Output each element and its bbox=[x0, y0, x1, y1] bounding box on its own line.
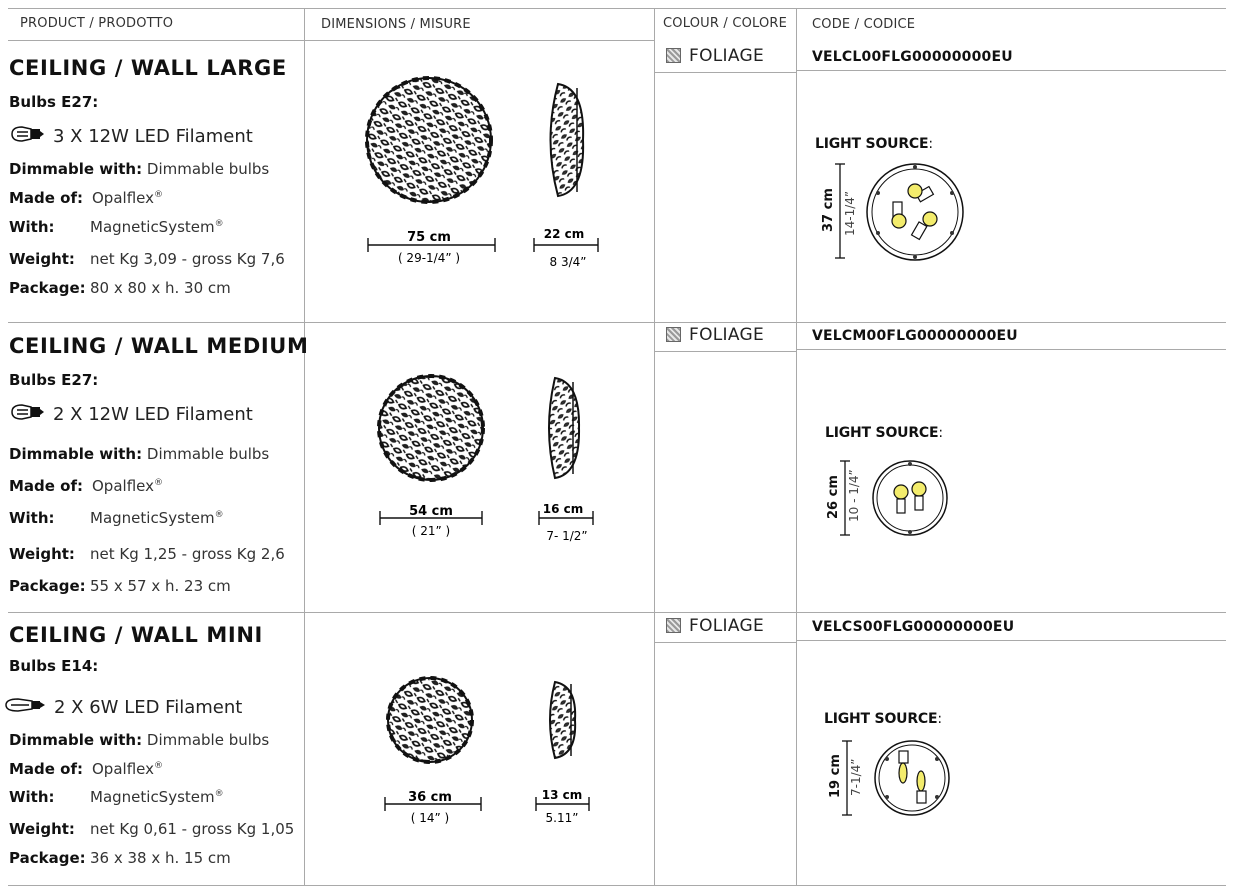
made-value: Opalflex bbox=[92, 477, 154, 495]
depth-cm-mini: 13 cm bbox=[541, 788, 583, 802]
weight-value: net Kg 3,09 - gross Kg 7,6 bbox=[90, 250, 285, 268]
package-medium bbox=[9, 577, 231, 595]
colour-rule-3 bbox=[655, 642, 796, 643]
ls-cm-mini: 19 cm bbox=[828, 754, 843, 798]
depth-in-mini: 5.11” bbox=[545, 811, 579, 825]
code-medium: VELCM00FLG00000000EU bbox=[812, 328, 1018, 344]
light-source-plate-icon bbox=[873, 461, 947, 535]
package-label: Package: bbox=[9, 849, 86, 867]
with-medium bbox=[9, 509, 224, 527]
product-title-mini: CEILING / WALL MINI bbox=[9, 623, 263, 647]
bulb-value-large: 3 X 12W LED Filament bbox=[53, 125, 253, 147]
lamp-side-view-icon bbox=[549, 378, 579, 478]
registered-mark: ® bbox=[214, 789, 224, 799]
dimension-drawing-large bbox=[305, 70, 654, 275]
dimmable-large bbox=[9, 160, 269, 178]
dimmable-medium bbox=[9, 445, 269, 463]
bulb-value-medium: 2 X 12W LED Filament bbox=[53, 403, 253, 425]
ls-cm-medium: 26 cm bbox=[826, 475, 841, 519]
package-mini bbox=[9, 849, 231, 867]
made-value: Opalflex bbox=[92, 760, 154, 778]
width-cm-large: 75 cm bbox=[407, 230, 451, 245]
lamp-front-view-icon bbox=[388, 678, 472, 762]
lamp-front-view-icon bbox=[379, 376, 483, 480]
colour-mini: FOLIAGE bbox=[689, 616, 764, 636]
registered-mark: ® bbox=[153, 761, 163, 771]
col-divider-2 bbox=[654, 8, 655, 886]
code-rule-3 bbox=[796, 640, 1226, 641]
foliage-swatch-icon bbox=[666, 618, 681, 633]
weight-label: Weight: bbox=[9, 545, 75, 563]
registered-mark: ® bbox=[214, 219, 224, 229]
weight-value: net Kg 0,61 - gross Kg 1,05 bbox=[90, 820, 295, 838]
dimension-drawing-medium bbox=[305, 372, 654, 547]
ls-in-large: 14-1/4” bbox=[843, 190, 857, 236]
weight-value: net Kg 1,25 - gross Kg 2,6 bbox=[90, 545, 285, 563]
foliage-swatch-icon bbox=[666, 327, 681, 342]
header-rule bbox=[8, 40, 655, 41]
made-value: Opalflex bbox=[92, 189, 154, 207]
weight-label: Weight: bbox=[9, 250, 75, 268]
dimmable-mini bbox=[9, 731, 269, 749]
code-rule-2 bbox=[796, 349, 1226, 350]
with-large bbox=[9, 218, 224, 236]
colour-medium: FOLIAGE bbox=[689, 325, 764, 345]
dimmable-value: Dimmable bulbs bbox=[146, 445, 270, 463]
weight-medium bbox=[9, 545, 285, 563]
width-cm-medium: 54 cm bbox=[409, 504, 453, 519]
header-product: PRODUCT / PRODOTTO bbox=[20, 16, 174, 31]
package-large bbox=[9, 279, 231, 297]
code-mini: VELCS00FLG00000000EU bbox=[812, 619, 1015, 635]
registered-mark: ® bbox=[214, 510, 224, 520]
with-mini bbox=[9, 788, 224, 806]
weight-large bbox=[9, 250, 285, 268]
lamp-side-view-icon bbox=[551, 84, 584, 196]
led-bulb-e14-icon bbox=[4, 696, 48, 718]
depth-cm-large: 22 cm bbox=[543, 227, 585, 241]
width-in-large: ( 29-1/4” ) bbox=[397, 251, 461, 265]
with-label: With: bbox=[9, 788, 55, 806]
made-of-mini bbox=[9, 760, 163, 778]
header-dimensions: DIMENSIONS / MISURE bbox=[321, 17, 471, 32]
registered-mark: ® bbox=[153, 478, 163, 488]
weight-mini bbox=[9, 820, 295, 838]
ls-cm-large: 37 cm bbox=[821, 188, 836, 232]
light-source-label-large: LIGHT SOURCE: bbox=[815, 136, 933, 152]
lamp-front-view-icon bbox=[367, 78, 491, 202]
dimmable-label: Dimmable with: bbox=[9, 445, 143, 463]
package-value: 55 x 57 x h. 23 cm bbox=[90, 577, 231, 595]
light-source-label-medium: LIGHT SOURCE: bbox=[825, 425, 943, 441]
led-bulb-e27-icon bbox=[9, 402, 47, 426]
light-source-diagram-medium bbox=[815, 455, 965, 540]
top-rule bbox=[8, 8, 1226, 9]
with-value: MagneticSystem bbox=[90, 509, 215, 527]
package-value: 80 x 80 x h. 30 cm bbox=[90, 279, 231, 297]
dimmable-value: Dimmable bulbs bbox=[146, 731, 270, 749]
bulb-value-mini: 2 X 6W LED Filament bbox=[54, 696, 243, 718]
colour-rule-2 bbox=[655, 351, 796, 352]
light-source-label-mini: LIGHT SOURCE: bbox=[824, 711, 942, 727]
made-label: Made of: bbox=[9, 760, 84, 778]
dimmable-label: Dimmable with: bbox=[9, 160, 143, 178]
row-rule-1 bbox=[8, 322, 1226, 323]
ls-in-medium: 10 - 1/4” bbox=[847, 469, 861, 522]
light-source-plate-icon bbox=[875, 741, 949, 815]
made-of-large bbox=[9, 189, 163, 207]
bulbs-label-medium: Bulbs E27: bbox=[9, 371, 99, 389]
package-label: Package: bbox=[9, 279, 86, 297]
width-in-mini: ( 14” ) bbox=[410, 811, 450, 825]
with-label: With: bbox=[9, 509, 55, 527]
led-bulb-e27-icon bbox=[9, 124, 47, 148]
header-code: CODE / CODICE bbox=[812, 17, 916, 32]
depth-in-medium: 7- 1/2” bbox=[546, 529, 588, 543]
lamp-side-view-icon bbox=[550, 682, 575, 758]
registered-mark: ® bbox=[153, 190, 163, 200]
dimmable-value: Dimmable bulbs bbox=[146, 160, 270, 178]
code-rule-1 bbox=[796, 70, 1226, 71]
depth-cm-medium: 16 cm bbox=[542, 502, 584, 516]
package-value: 36 x 38 x h. 15 cm bbox=[90, 849, 231, 867]
colour-rule-1 bbox=[655, 72, 796, 73]
weight-label: Weight: bbox=[9, 820, 75, 838]
col-divider-3 bbox=[796, 8, 797, 886]
bulbs-label-large: Bulbs E27: bbox=[9, 93, 99, 111]
dimension-drawing-mini bbox=[305, 672, 654, 832]
made-label: Made of: bbox=[9, 189, 84, 207]
foliage-swatch-icon bbox=[666, 48, 681, 63]
made-label: Made of: bbox=[9, 477, 84, 495]
bulb-spec-medium bbox=[9, 401, 253, 427]
with-value: MagneticSystem bbox=[90, 788, 215, 806]
ls-in-mini: 7-1/4” bbox=[849, 758, 863, 796]
row-rule-2 bbox=[8, 612, 1226, 613]
made-of-medium bbox=[9, 477, 163, 495]
colour-large: FOLIAGE bbox=[689, 46, 764, 66]
light-source-diagram-mini bbox=[815, 735, 965, 825]
package-label: Package: bbox=[9, 577, 86, 595]
width-in-medium: ( 21” ) bbox=[411, 524, 451, 538]
depth-in-large: 8 3/4” bbox=[549, 255, 587, 269]
header-colour: COLOUR / COLORE bbox=[663, 16, 788, 31]
with-value: MagneticSystem bbox=[90, 218, 215, 236]
bulbs-label-mini: Bulbs E14: bbox=[9, 657, 99, 675]
bottom-rule bbox=[8, 885, 1226, 886]
product-title-medium: CEILING / WALL MEDIUM bbox=[9, 334, 309, 358]
code-large: VELCL00FLG00000000EU bbox=[812, 49, 1013, 65]
width-cm-mini: 36 cm bbox=[408, 790, 452, 805]
bulb-spec-large bbox=[9, 123, 253, 149]
with-label: With: bbox=[9, 218, 55, 236]
light-source-diagram-large bbox=[815, 158, 975, 266]
light-source-plate-icon bbox=[867, 164, 963, 260]
dimmable-label: Dimmable with: bbox=[9, 731, 143, 749]
bulb-spec-mini bbox=[4, 694, 242, 720]
product-title-large: CEILING / WALL LARGE bbox=[9, 56, 287, 80]
